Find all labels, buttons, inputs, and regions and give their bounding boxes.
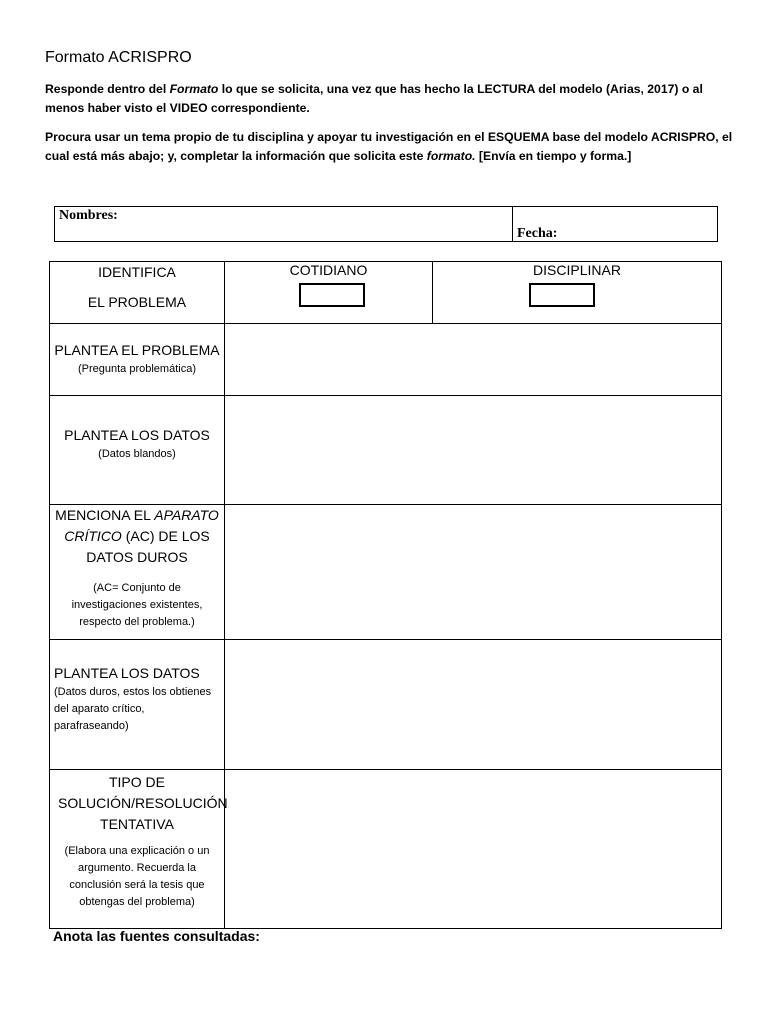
soft-data-row (50, 396, 721, 505)
hard-data-row (50, 640, 721, 770)
acrispro-table (49, 261, 722, 929)
instructions-paragraph-2: Procura usar un tema propio de tu disciplina y apoyar tu investigación en el ESQUEMA base del modelo ACRISPRO, el cual está más abajo; y, completar la información que solicita este formato. [Envía en tiempo y forma.] (45, 130, 733, 163)
identify-line-1: IDENTIFICA (98, 264, 176, 280)
critical-apparatus-subtitle: (AC= Conjunto de investigaciones existentes, respecto del problema.) (71, 582, 203, 628)
disciplinar-label: DISCIPLINAR (533, 262, 621, 278)
cotidiano-checkbox[interactable] (299, 283, 365, 307)
names-label: Nombres: (59, 208, 118, 223)
hard-data-subtitle: (Datos duros, estos los obtienes del aparato crítico, parafraseando) (54, 686, 212, 732)
solution-label-cell (50, 770, 228, 928)
problem-subtitle: (Pregunta problemática) (77, 363, 196, 375)
solution-title: TIPO DE SOLUCIÓN/RESOLUCIÓN TENTATIVA (58, 774, 228, 832)
cotidiano-label: COTIDIANO (289, 262, 368, 278)
identify-line-2: EL PROBLEMA (87, 294, 187, 310)
problem-title: PLANTEA EL PROBLEMA (54, 342, 220, 358)
soft-data-subtitle: (Datos blandos) (98, 448, 176, 460)
solution-subtitle: (Elabora una explicación o un argumento. Recuerda la conclusión será la tesis que obtengas del problema) (64, 845, 210, 908)
cotidiano-cell (225, 262, 433, 323)
sources-label: Anota las fuentes consultadas: (53, 928, 260, 944)
identify-label-cell (50, 262, 225, 323)
critical-apparatus-title: MENCIONA EL APARATO CRÍTICO (AC) DE LOS DATOS DUROS (55, 507, 219, 565)
soft-data-label-cell (50, 396, 225, 504)
disciplinar-cell (433, 262, 721, 323)
soft-data-title: PLANTEA LOS DATOS (64, 427, 210, 443)
problem-label-cell (50, 324, 225, 395)
solution-row (50, 770, 721, 928)
hard-data-label-cell (50, 640, 225, 769)
problem-row (50, 324, 721, 396)
hard-data-title: PLANTEA LOS DATOS (54, 665, 200, 681)
critical-apparatus-label-cell (50, 505, 225, 639)
date-label: Fecha: (517, 226, 558, 241)
critical-apparatus-row (50, 505, 721, 640)
name-date-table (54, 206, 718, 242)
disciplinar-checkbox[interactable] (529, 283, 595, 307)
page-title: Formato ACRISPRO (45, 49, 192, 66)
identify-row (50, 262, 721, 324)
instructions-paragraph-1: Responde dentro del Formato lo que se solicita, una vez que has hecho la LECTURA del modelo (Arias, 2017) o al menos haber visto el VIDEO correspondiente. (45, 82, 703, 115)
names-field[interactable] (55, 207, 513, 241)
